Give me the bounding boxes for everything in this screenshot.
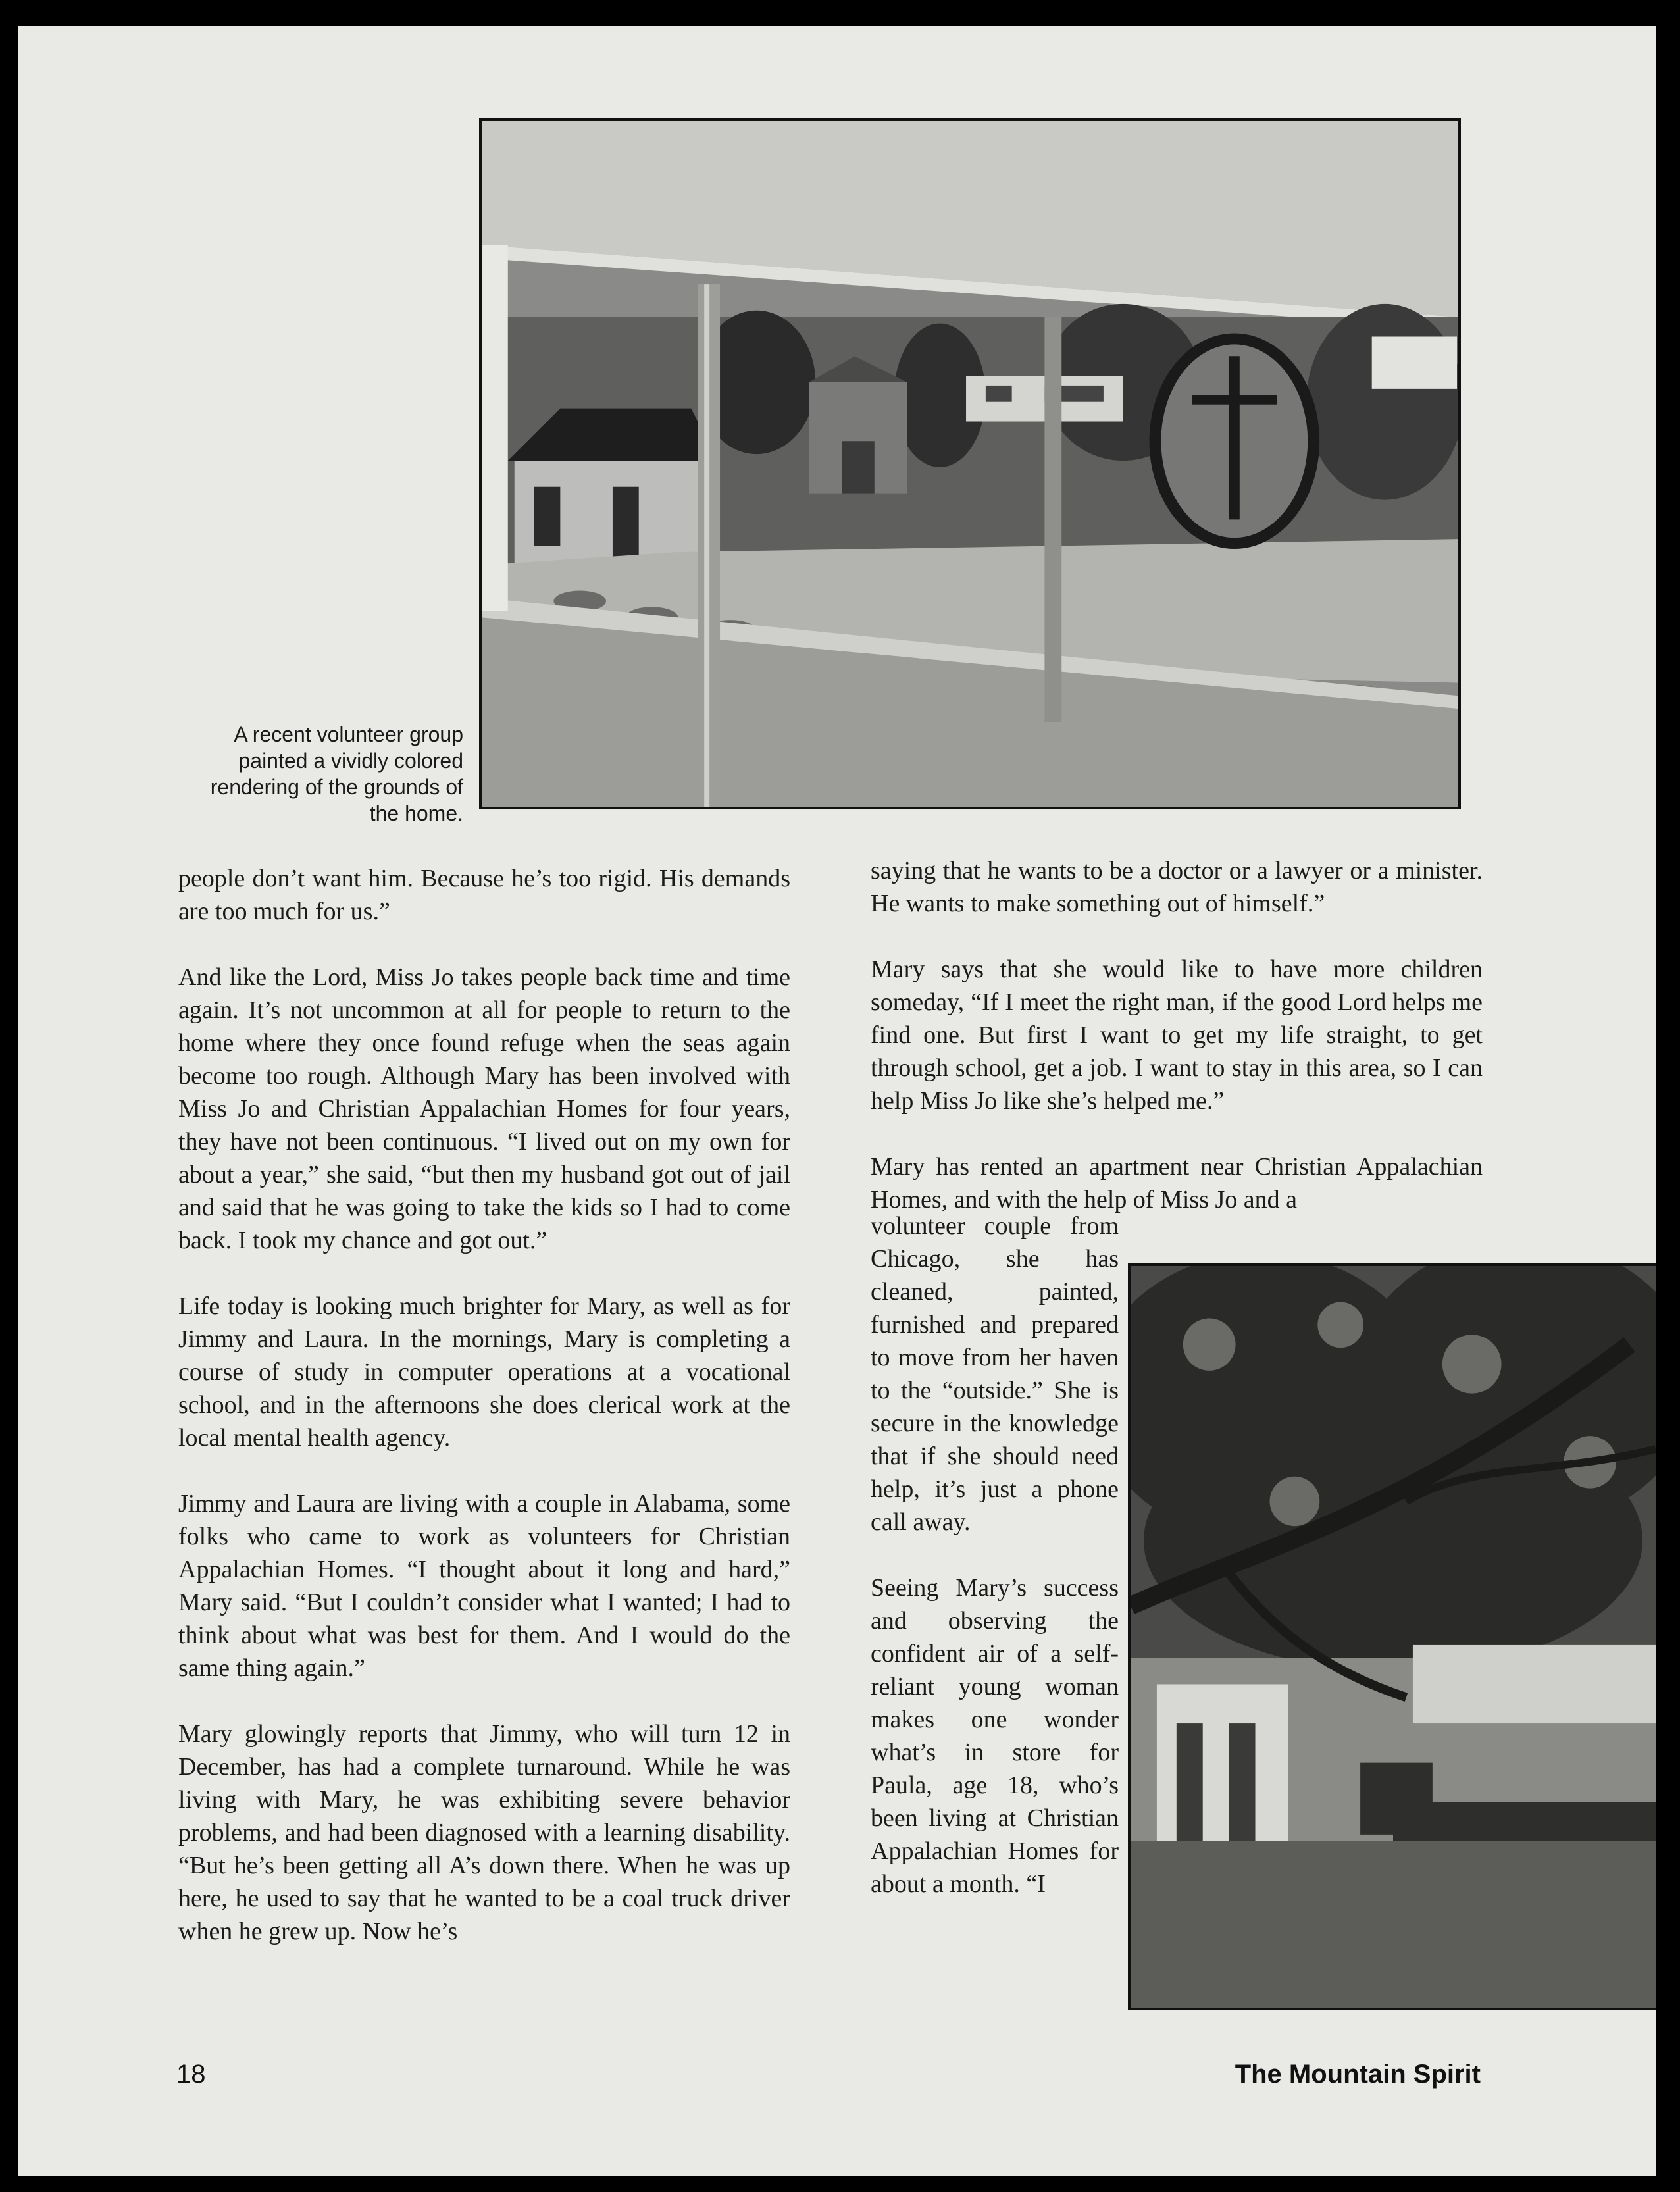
caption-line: A recent volunteer group (234, 723, 463, 746)
article-column-left (178, 862, 790, 1981)
page-number: 18 (176, 2060, 206, 2089)
article-paragraph: Jimmy and Laura are living with a couple in Alabama, some folks who came to work as volunteers for Christian Appalachian Homes. “I thought about it long and hard,” Mary said. “But I couldn’t consider what I wanted; I had to think about what was best for them. And I would do the same thing again.” (178, 1490, 790, 1682)
caption-line: rendering of the grounds of (210, 775, 463, 799)
magazine-page (18, 26, 1656, 2176)
mural-photo-image (482, 121, 1458, 807)
article-paragraph: people don’t want him. Because he’s too rigid. His demands are too much for us.” (178, 865, 790, 925)
article-column-narrow (871, 1210, 1119, 1933)
article-paragraph: Seeing Mary’s success and observing the confident air of a self-reliant young woman makes one wonder what’s in store for Paula, age 18, who’s been living at Christian Appalachian Homes for about a month. “I (871, 1574, 1119, 1898)
mural-photo (479, 118, 1461, 809)
photo-caption (176, 721, 463, 827)
article-paragraph: And like the Lord, Miss Jo takes people back time and time again. It’s not uncommon at all for people to return to the home where they once found refuge when the seas again become too rough. Although Mary has been involved with Miss Jo and Christian Appalachian Homes for four years, they have not been continuous. “I lived out on my own for about a year,” she said, “but then my husband got out of jail and said that he was going to take the kids so I had to come back. I took my chance and got out.” (178, 963, 790, 1254)
article-paragraph: Life today is looking much brighter for Mary, as well as for Jimmy and Laura. In the mornings, Mary is completing a course of study in computer operations at a vocational school, and in the afternoons she does clerical work at the local mental health agency. (178, 1292, 790, 1452)
tree-photo-image (1131, 1266, 1656, 2008)
article-paragraph: volunteer couple from Chicago, she has cleaned, painted, furnished and prepared to move from her haven to the “outside.” She is secure in the knowledge that if she should need help, it’s just a phone call away. (871, 1212, 1119, 1536)
article-paragraph: Mary glowingly reports that Jimmy, who will turn 12 in December, has had a complete turnaround. While he was living with Mary, he was exhibiting severe behavior problems, and had been diagnosed with a learning disability. “But he’s been getting all A’s down there. When he was up here, he used to say that he wanted to be a coal truck driver when he grew up. Now he’s (178, 1720, 790, 1945)
caption-line: painted a vividly colored (238, 749, 463, 773)
caption-line: the home. (369, 802, 463, 825)
publication-name: The Mountain Spirit (1235, 2060, 1481, 2089)
article-paragraph: Mary says that she would like to have more children someday, “If I meet the right man, if the good Lord helps me find one. But first I want to get my life straight, to get through school, get a job. I want to stay in this area, so I can help Miss Jo like she’s helped me.” (871, 956, 1483, 1115)
tree-photo (1128, 1263, 1656, 2010)
article-paragraph: Mary has rented an apartment near Christian Appalachian Homes, and with the help of Miss Jo and a (871, 1153, 1483, 1213)
article-column-right (871, 854, 1483, 1216)
article-paragraph: saying that he wants to be a doctor or a lawyer or a minister. He wants to make something out of himself.” (871, 857, 1483, 917)
